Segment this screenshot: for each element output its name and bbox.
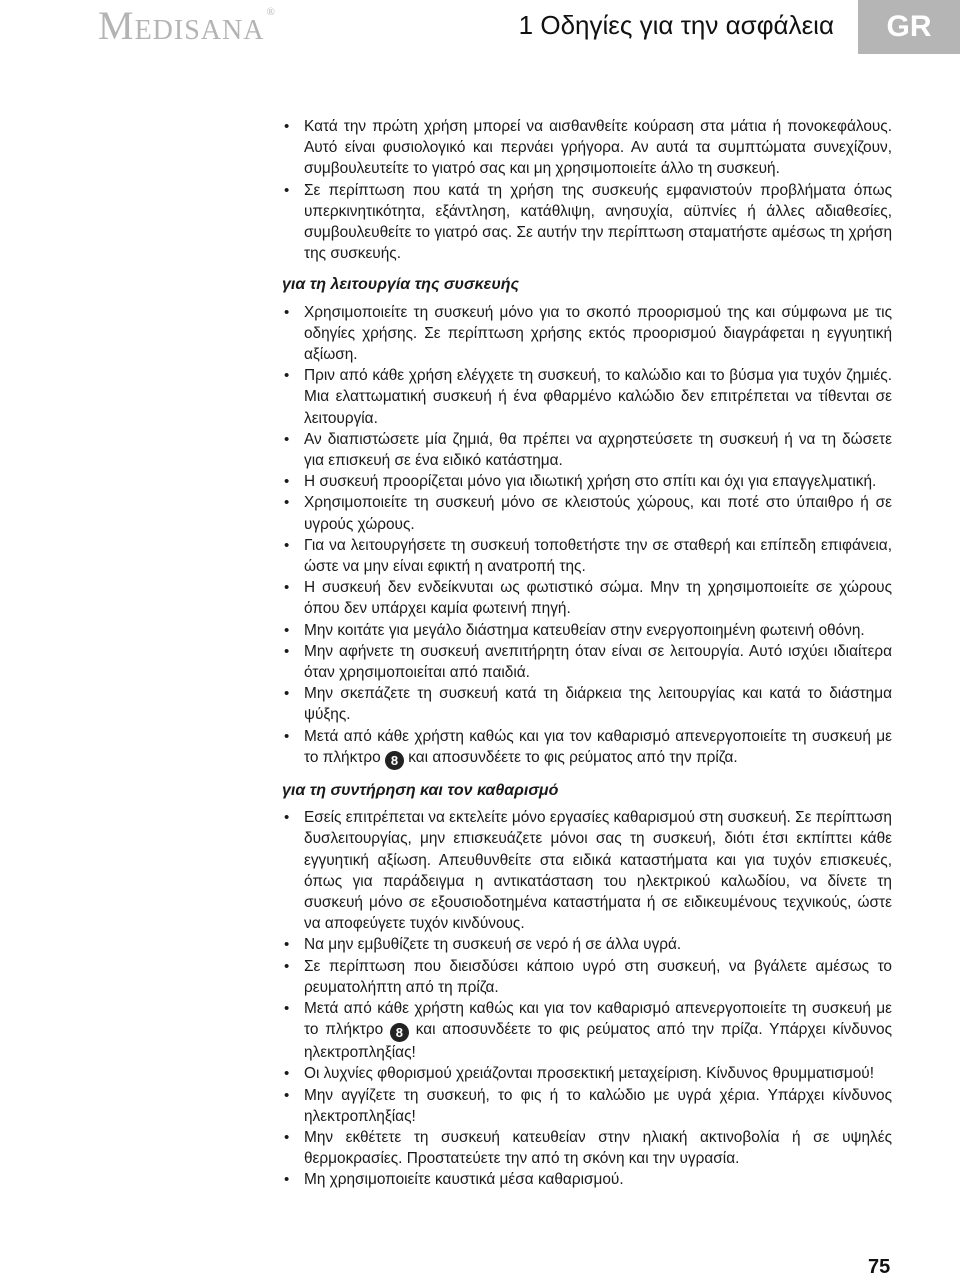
item-text: Μετά από κάθε χρήστη καθώς και για τον καθαρισμό απενεργοποιείτε τη συσκευή με το πλήκτρο bbox=[304, 999, 892, 1039]
list-item: • Εσείς επιτρέπεται να εκτελείτε μόνο εργασίες καθαρισμού στη συσκευή. Σε περίπτωση δυσλειτουργίας, μην επισκευάζετε μόνοι σας τη συσκευή, διότι έτσι εκπίπτει κάθε εγγυητική αξίωση. Απευθυνθείτε στα ειδικά καταστήματα και για τυχόν επισκευές, όπως για παράδειγμα η αντικατάσταση του ηλεκτρικού καλωδίου, να δίνετε τη συσκευή μόνο σε εξουσιοδοτημένα καταστήματα ή σε ειδικευμένους τεχνικούς, ώστε να αποφεύγετε τυχόν κινδύνους. bbox=[282, 807, 892, 934]
item-text: Μετά από κάθε χρήστη καθώς και για τον καθαρισμό απενεργοποιείτε τη συσκευή με το πλήκτρο bbox=[304, 727, 892, 766]
list-item: • Χρησιμοποιείτε τη συσκευή μόνο για το σκοπό προορισμού της και σύμφωνα με τις οδηγίες χρήσης. Σε περίπτωση χρήσης εκτός προορισμού διαγράφεται η εγγυητική αξίωση. bbox=[282, 302, 892, 366]
item-text: και αποσυνδέετε το φις ρεύματος από την πρίζα. bbox=[403, 748, 738, 766]
brand-name: Medisana bbox=[98, 3, 265, 48]
list-item: • Αν διαπιστώσετε μία ζημιά, θα πρέπει να αχρηστεύσετε τη συσκευή ή να τη δώσετε για επισκευή σε ένα ειδικό κατάστημα. bbox=[282, 429, 892, 471]
power-key-icon: 8 bbox=[385, 751, 404, 770]
language-badge: GR bbox=[858, 0, 960, 54]
power-key-icon: 8 bbox=[390, 1023, 409, 1042]
list-item: • Οι λυχνίες φθορισμού χρειάζονται προσεκτική μεταχείριση. Κίνδυνος θρυμματισμού! bbox=[282, 1063, 892, 1084]
heading-operation: για τη λειτουργία της συσκευής bbox=[282, 276, 520, 294]
list-item: • Χρησιμοποιείτε τη συσκευή μόνο σε κλειστούς χώρους, και ποτέ στο ύπαιθρο ή σε υγρούς χώρους. bbox=[282, 492, 892, 534]
list-item: • Σε περίπτωση που διεισδύσει κάποιο υγρό στη συσκευή, να βγάλετε αμέσως το ρευματολήπτη από τη πρίζα. bbox=[282, 956, 892, 998]
operation-list bbox=[282, 302, 892, 770]
registered-mark: ® bbox=[266, 6, 276, 18]
list-item: • Μην αγγίζετε τη συσκευή, το φις ή το καλώδιο με υγρά χέρια. Υπάρχει κίνδυνος ηλεκτροπληξίας! bbox=[282, 1085, 892, 1127]
list-item: • Πριν από κάθε χρήση ελέγχετε τη συσκευή, το καλώδιο και το βύσμα για τυχόν ζημιές. Μια ελαττωματική συσκευή ή ένα φθαρμένο καλώδιο δεν επιτρέπεται να τίθενται σε λειτουργία. bbox=[282, 365, 892, 429]
page-number: 75 bbox=[868, 1256, 891, 1278]
list-item: • Κατά την πρώτη χρήση μπορεί να αισθανθείτε κούραση στα μάτια ή πονοκεφάλους. Αυτό είναι φυσιολογικό και περνάει γρήγορα. Αν αυτά τα συμπτώματα συνεχίζουν, συμβουλευτείτε το γιατρό σας και μη χρησιμοποιείτε άλλο τη συσκευή. bbox=[282, 116, 892, 180]
maintenance-list bbox=[282, 807, 892, 1190]
list-item: • Για να λειτουργήσετε τη συσκευή τοποθετήστε την σε σταθερή και επίπεδη επιφάνεια, ώστε να μην είναι εφικτή η ανατροπή της. bbox=[282, 535, 892, 577]
item-text: και αποσυνδέετε το φις ρεύματος από την πρίζα. Υπάρχει κίνδυνος ηλεκτροπληξίας! bbox=[304, 1021, 892, 1062]
content-body bbox=[282, 116, 892, 1191]
list-item: • Η συσκευή προορίζεται μόνο για ιδιωτική χρήση στο σπίτι και όχι για επαγγελματική. bbox=[282, 471, 892, 492]
list-item bbox=[282, 998, 892, 1063]
list-item: • Μη χρησιμοποιείτε καυστικά μέσα καθαρισμού. bbox=[282, 1169, 892, 1190]
list-item: • Μην εκθέτετε τη συσκευή κατευθείαν στην ηλιακή ακτινοβολία ή σε υψηλές θερμοκρασίες. Προστατεύετε την από τη σκόνη και την υγρασία. bbox=[282, 1127, 892, 1169]
brand-logo bbox=[98, 2, 276, 49]
page-header bbox=[0, 0, 960, 54]
heading-maintenance: για τη συντήρηση και τον καθαρισμό bbox=[282, 781, 559, 799]
list-item: • Η συσκευή δεν ενδείκνυται ως φωτιστικό σώμα. Μην τη χρησιμοποιείτε σε χώρους όπου δεν υπάρχει καμία φωτεινή πηγή. bbox=[282, 577, 892, 619]
list-item: • Να μην εμβυθίζετε τη συσκευή σε νερό ή σε άλλα υγρά. bbox=[282, 934, 892, 955]
list-item: • Μην κοιτάτε για μεγάλο διάστημα κατευθείαν στην ενεργοποιημένη φωτεινή οθόνη. bbox=[282, 620, 892, 641]
list-item bbox=[282, 726, 892, 770]
section-title: 1 Οδηγίες για την ασφάλεια bbox=[518, 10, 834, 40]
list-item: • Σε περίπτωση που κατά τη χρήση της συσκευής εμφανιστούν προβλήματα όπως υπερκινητικότητα, εξάντληση, κατάθλιψη, ανησυχία, αϋπνίες ή άλλες αδιαθεσίες, συμβουλευθείτε το γιατρό σας. Σε αυτήν την περίπτωση σταματήστε αμέσως τη χρήση της συσκευής. bbox=[282, 180, 892, 265]
list-item: • Μην αφήνετε τη συσκευή ανεπιτήρητη όταν είναι σε λειτουργία. Αυτό ισχύει ιδιαίτερα όταν χρησιμοποιείται από παιδιά. bbox=[282, 641, 892, 683]
safety-list-intro bbox=[282, 116, 892, 264]
list-item: • Μην σκεπάζετε τη συσκευή κατά τη διάρκεια της λειτουργίας και κατά το διάστημα ψύξης. bbox=[282, 683, 892, 725]
